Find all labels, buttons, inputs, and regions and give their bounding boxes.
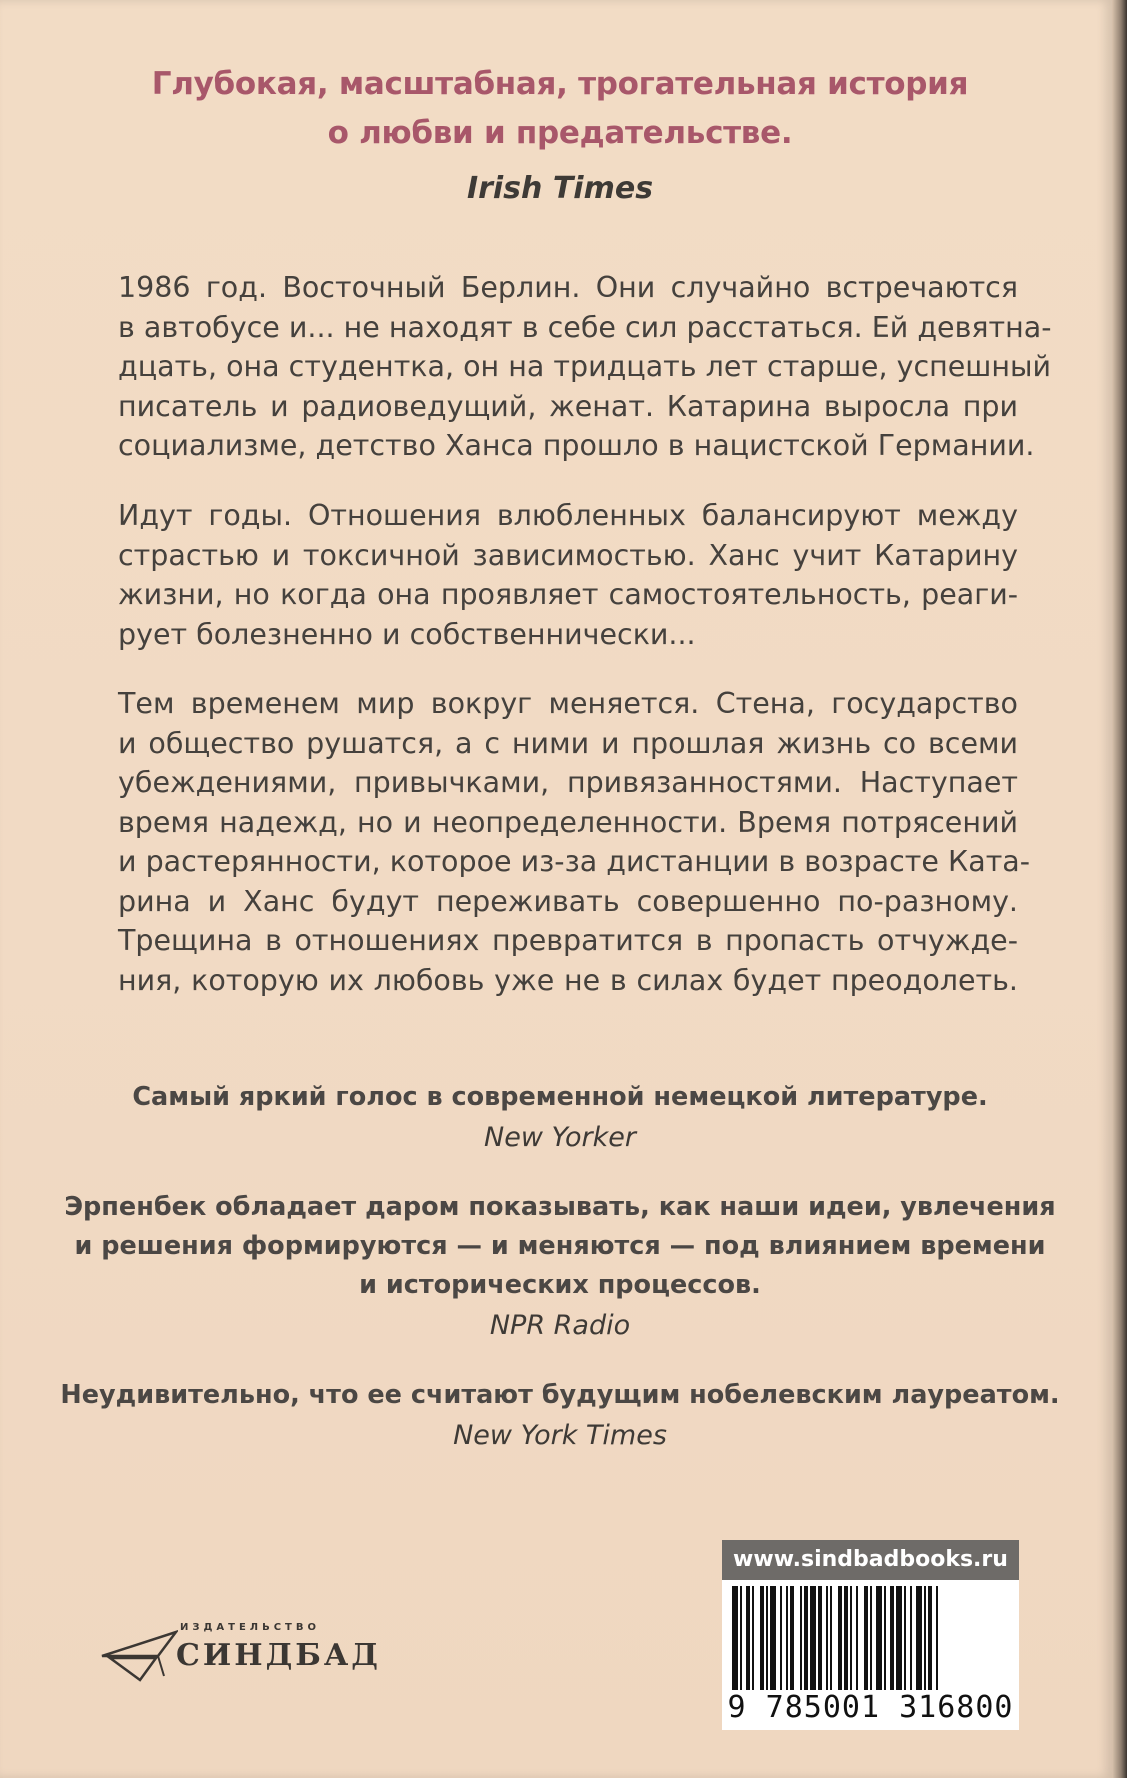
barcode-stripe bbox=[746, 1586, 750, 1690]
barcode-stripe bbox=[752, 1586, 754, 1690]
barcode-stripe bbox=[826, 1586, 828, 1690]
barcode-stripe bbox=[910, 1586, 912, 1690]
barcode-stripe bbox=[844, 1586, 848, 1690]
barcode-stripe bbox=[810, 1586, 816, 1690]
paragraph-line: Тем временем мир вокруг меняется. Стена, государство bbox=[118, 687, 1018, 720]
barcode-stripe bbox=[770, 1586, 776, 1690]
quote-line: Эрпенбек обладает даром показывать, как наши идеи, увлечения bbox=[64, 1192, 1056, 1222]
barcode-stripe bbox=[786, 1586, 788, 1690]
barcode-stripe bbox=[924, 1586, 926, 1690]
barcode-block bbox=[722, 1540, 1019, 1730]
barcode-stripe bbox=[732, 1586, 738, 1690]
paragraph-line: в автобусе и... не находят в себе сил расстаться. Ей девятна- bbox=[118, 310, 1052, 344]
barcode-stripe bbox=[850, 1586, 852, 1690]
quote-line: Самый яркий голос в современной немецкой литературе. bbox=[132, 1082, 988, 1112]
barcode-stripe bbox=[818, 1586, 822, 1690]
book-edge bbox=[1112, 0, 1127, 1778]
barcode-stripe bbox=[766, 1586, 768, 1690]
quote-line: Неудивительно, что ее считают будущим нобелевским лауреатом. bbox=[60, 1380, 1060, 1410]
paragraph-line: Трещина в отношениях превратится в пропасть отчужде- bbox=[118, 924, 1018, 957]
barcode-stripe bbox=[936, 1586, 938, 1690]
barcode-stripe bbox=[800, 1586, 802, 1690]
quote-3 bbox=[60, 1376, 1060, 1415]
paragraph-2 bbox=[118, 496, 1018, 654]
quote-3-source: New York Times bbox=[453, 1420, 667, 1451]
barcode-stripe bbox=[916, 1586, 922, 1690]
barcode-stripe bbox=[864, 1586, 868, 1690]
paragraph-line: 1986 год. Восточный Берлин. Они случайно встречаются bbox=[118, 271, 1018, 304]
paragraph-line: и растерянности, которое из-за дистанции в возрасте Ката- bbox=[118, 845, 1031, 878]
barcode-stripe bbox=[928, 1586, 932, 1690]
barcode-stripe bbox=[884, 1586, 886, 1690]
quote-2-source: NPR Radio bbox=[489, 1310, 631, 1341]
paragraph-line: убеждениями, привычками, привязанностями. Наступает bbox=[118, 766, 1018, 799]
quote-line: и решения формируются — и меняются — под влиянием времени bbox=[74, 1231, 1046, 1261]
quote-line: и исторических процессов. bbox=[359, 1270, 761, 1300]
website-url: www.sindbadbooks.ru bbox=[722, 1540, 1019, 1580]
headline-line-1: Глубокая, масштабная, трогательная история bbox=[151, 66, 969, 102]
headline-quote bbox=[60, 60, 1060, 158]
publisher-name: СИНДБАД bbox=[176, 1638, 381, 1673]
paragraph-line: жизни, но когда она проявляет самостоятельность, реаги- bbox=[118, 578, 1018, 611]
barcode-stripe bbox=[856, 1586, 858, 1690]
paragraph-line: и общество рушатся, а с ними и прошлая жизнь со всеми bbox=[118, 726, 1018, 760]
quote-2 bbox=[60, 1188, 1060, 1305]
publisher-small-label: ИЗДАТЕЛЬСТВО bbox=[180, 1622, 320, 1633]
paragraph-1 bbox=[118, 268, 1052, 466]
barcode-stripe bbox=[780, 1586, 782, 1690]
barcode-stripe bbox=[804, 1586, 808, 1690]
paragraph-line: рина и Ханс будут переживать совершенно по-разному. bbox=[118, 884, 1018, 918]
barcode-stripe bbox=[760, 1586, 764, 1690]
isbn-number: 9 785001 316800 bbox=[727, 1690, 1014, 1725]
headline-source: Irish Times bbox=[466, 171, 654, 206]
barcode-stripe bbox=[838, 1586, 842, 1690]
paragraph-line: рует болезненно и собственнически... bbox=[118, 617, 696, 651]
barcode-stripe bbox=[830, 1586, 832, 1690]
paragraph-line: ния, которую их любовь уже не в силах будет преодолеть. bbox=[118, 963, 1018, 997]
barcode-icon bbox=[730, 1586, 1011, 1690]
paragraph-line: Идут годы. Отношения влюбленных балансируют между bbox=[118, 499, 1018, 532]
barcode-stripe bbox=[790, 1586, 794, 1690]
paragraph-line: время надежд, но и неопределенности. Время потрясений bbox=[118, 805, 1018, 839]
paragraph-line: страстью и токсичной зависимостью. Ханс учит Катарину bbox=[118, 538, 1018, 572]
publisher-logo bbox=[100, 1620, 381, 1700]
barcode-stripe bbox=[870, 1586, 872, 1690]
barcode-stripe bbox=[904, 1586, 906, 1690]
barcode-stripe bbox=[890, 1586, 894, 1690]
quote-1-source: New Yorker bbox=[484, 1122, 636, 1153]
paragraph-3 bbox=[118, 684, 1031, 1000]
barcode-stripe bbox=[740, 1586, 742, 1690]
headline-line-2: о любви и предательстве. bbox=[327, 115, 793, 151]
quote-1 bbox=[60, 1078, 1060, 1117]
sail-icon bbox=[100, 1626, 178, 1686]
paragraph-line: дцать, она студентка, он на тридцать лет старше, успешный bbox=[118, 350, 1052, 383]
barcode-stripe bbox=[896, 1586, 902, 1690]
paragraph-line: социализме, детство Ханса прошло в нацистской Германии. bbox=[118, 429, 1035, 462]
barcode-stripe bbox=[876, 1586, 882, 1690]
paragraph-line: писатель и радиоведущий, женат. Катарина выросла при bbox=[118, 389, 1018, 423]
